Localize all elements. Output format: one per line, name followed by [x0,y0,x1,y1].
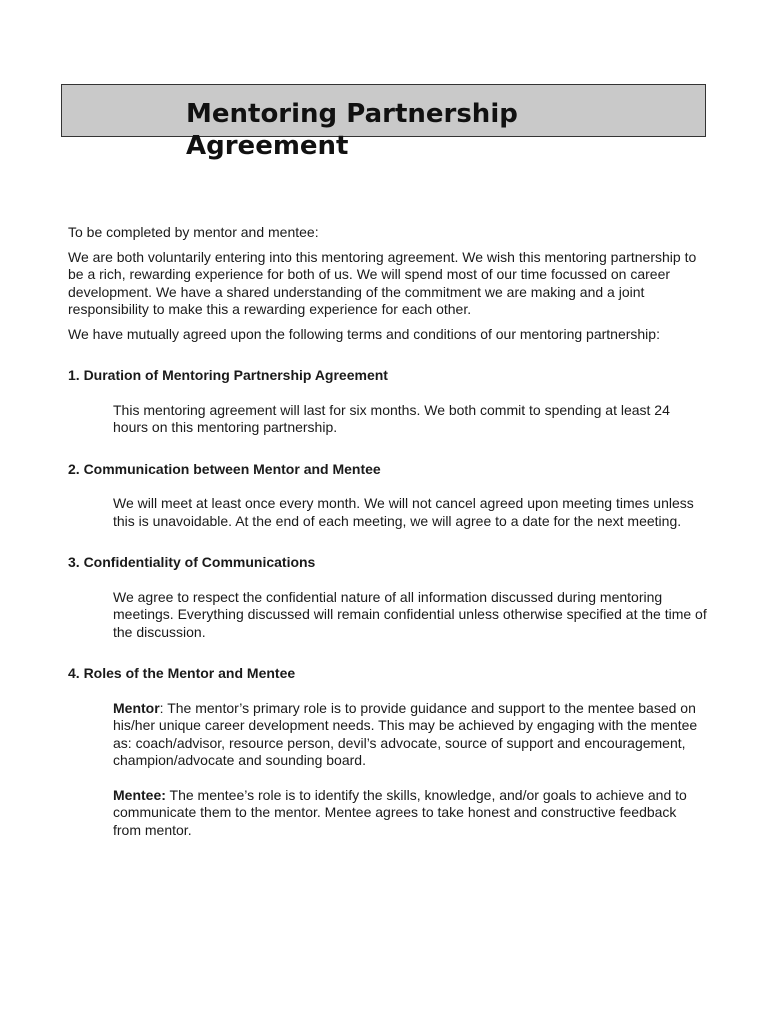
section-text-communication: We will meet at least once every month. We will not cancel agreed upon meeting times unless this is unavoidable. At the end of each meeting, we will agree to a date for the next meeting. [113,495,694,529]
section-heading-communication: 2. Communication between Mentor and Mentee [68,460,381,477]
role-mentee [113,787,708,840]
role-mentor-text: The mentor’s primary role is to provide guidance and support to the mentee based on his/her unique career development needs. This may be achieved by engaging with the mentee as: coach/advisor, resource person, devil’s advocate, source of support and encouragement, champion/advocate and sounding board. [113,699,698,768]
role-mentor [113,700,708,770]
intro-paragraph-1: We are both voluntarily entering into this mentoring agreement. We wish this mentoring partnership to be a rich, rewarding experience for both of us. We will spend most of our time focussed on career development. We have a shared understanding of the commitment we are making and a joint responsibility to make this a rewarding experience for each other. [68,248,697,317]
section-heading-duration: 1. Duration of Mentoring Partnership Agreement [68,367,388,383]
section-heading-roles: 4. Roles of the Mentor and Mentee [68,665,296,681]
intro-line: To be completed by mentor and mentee: [68,224,319,240]
document-title: Mentoring Partnership Agreement [186,99,518,161]
role-mentor-label: Mentor [113,699,160,716]
role-mentee-text: The mentee’s role is to identify the skills, knowledge, and/or goals to achieve and to communicate them to the mentor. Mentee agrees to take honest and constructive feedback from mentor. [113,786,687,838]
role-mentee-label: Mentee: [113,786,166,803]
document-body [68,224,708,856]
section-text-confidentiality: We agree to respect the confidential nature of all information discussed during mentoring meetings. Everything discussed will remain confidential unless otherwise specified at the time of the discussion. [113,588,707,640]
section-heading-confidentiality: 3. Confidentiality of Communications [68,554,316,570]
intro-paragraph-2: We have mutually agreed upon the following terms and conditions of our mentoring partnership: [68,325,660,342]
role-mentor-sep: : [159,699,168,716]
section-text-duration: This mentoring agreement will last for six months. We both commit to spending at least 24 hours on this mentoring partnership. [113,401,670,435]
